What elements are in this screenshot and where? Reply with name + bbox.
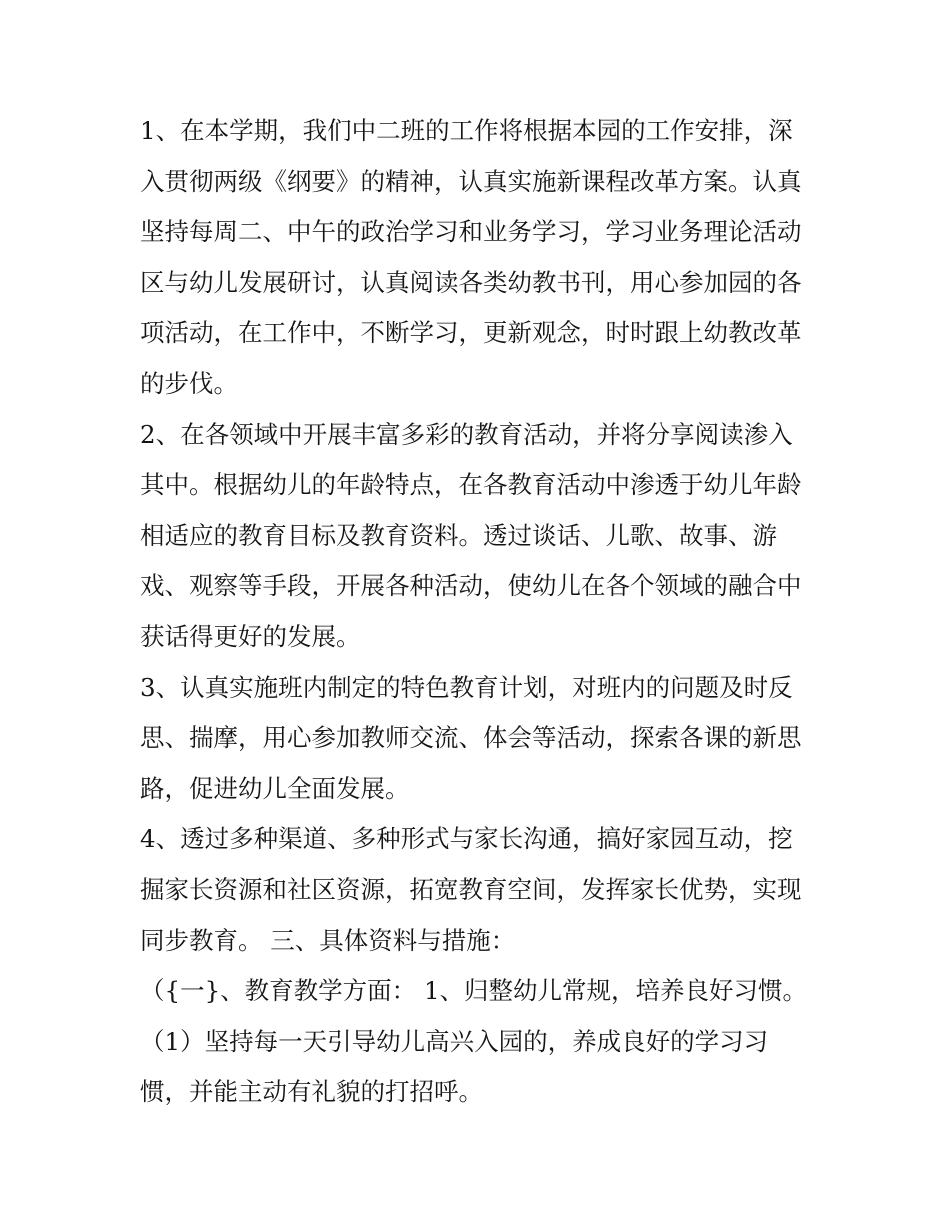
- text-line: 掘家长资源和社区资源，拓宽教育空间，发挥家长优势，实现: [140, 874, 802, 904]
- text-line: 路，促进幼儿全面发展。: [140, 773, 410, 803]
- text-line: 的步伐。: [140, 368, 238, 398]
- text-line: 3、认真实施班内制定的特色教育计划，对班内的问题及时反: [140, 672, 793, 702]
- text-line: 惯，并能主动有礼貌的打招呼。: [140, 1077, 483, 1107]
- text-line: 思、揣摩，用心参加教师交流、体会等活动，探索各课的新思: [140, 723, 802, 753]
- text-line: 2、在各领域中开展丰富多彩的教育活动，并将分享阅读渗入: [140, 419, 793, 449]
- text-line: 入贯彻两级《纲要》的精神，认真实施新课程改革方案。认真: [140, 166, 802, 196]
- text-line: （{一}、教育教学方面： 1、归整幼儿常规，培养良好习惯。: [140, 976, 808, 1006]
- text-line: （1）坚持每一天引导幼儿高兴入园的，养成良好的学习习: [140, 1026, 769, 1056]
- text-line: 其中。根据幼儿的年龄特点，在各教育活动中渗透于幼儿年龄: [140, 470, 802, 500]
- text-line: 项活动，在工作中，不断学习，更新观念，时时跟上幼教改革: [140, 318, 802, 348]
- text-line: 相适应的教育目标及教育资料。透过谈话、儿歌、故事、游: [140, 520, 777, 550]
- text-line: 区与幼儿发展研讨，认真阅读各类幼教书刊，用心参加园的各: [140, 267, 802, 297]
- text-line: 获话得更好的发展。: [140, 621, 361, 651]
- text-line: 同步教育。 三、具体资料与措施：: [140, 925, 516, 955]
- text-line: 4、透过多种渠道、多种形式与家长沟通，搞好家园互动，挖: [140, 824, 793, 854]
- document-body: [140, 106, 830, 1118]
- text-line: 戏、观察等手段，开展各种活动，使幼儿在各个领域的融合中: [140, 571, 802, 601]
- text-line: 坚持每周二、中午的政治学习和业务学习，学习业务理论活动: [140, 217, 802, 247]
- text-line: 1、在本学期，我们中二班的工作将根据本园的工作安排，深: [140, 116, 793, 145]
